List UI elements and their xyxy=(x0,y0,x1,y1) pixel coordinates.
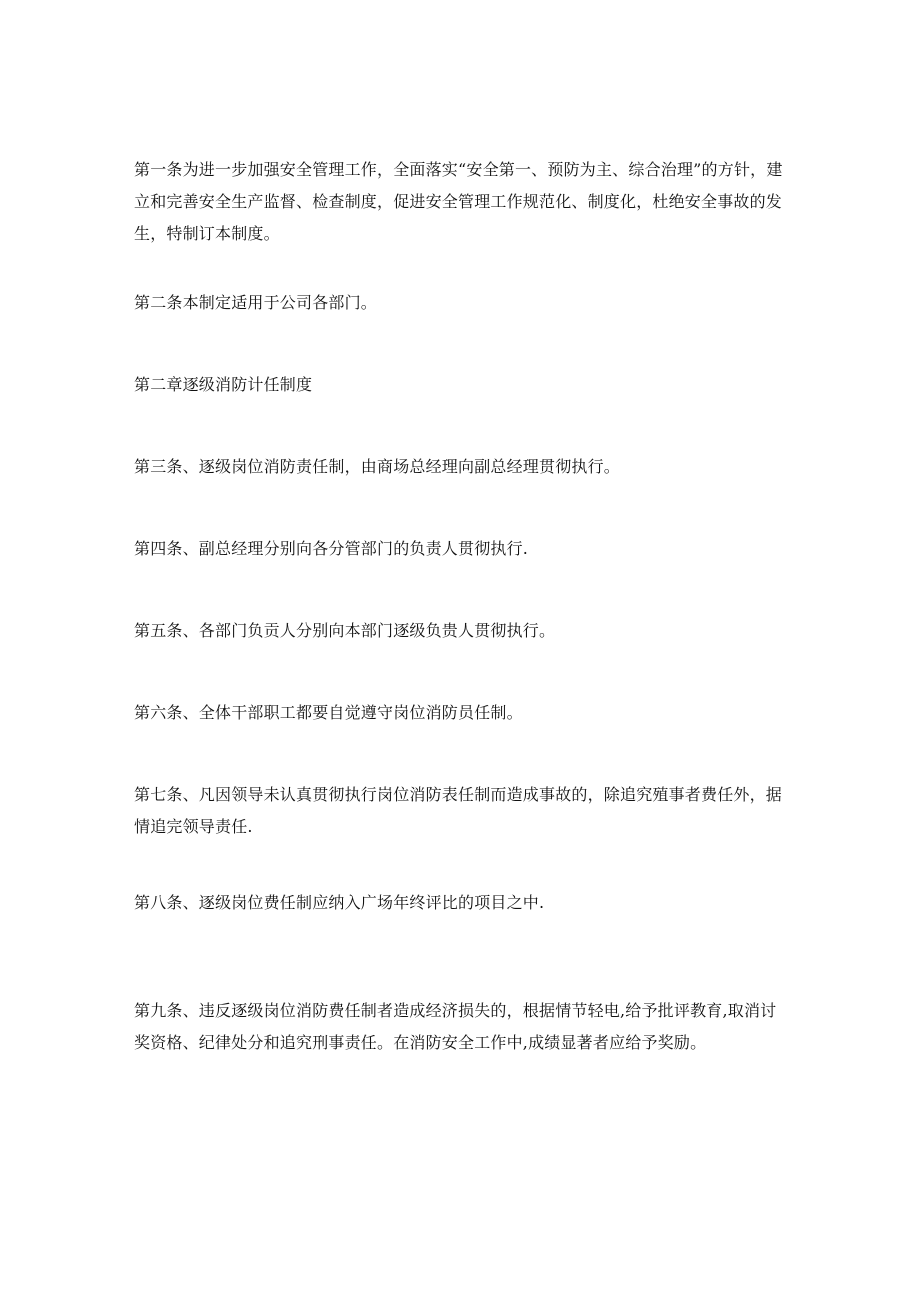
article-2-paragraph: 第二条本制定适用于公司各部门。 xyxy=(134,293,378,312)
article-4-paragraph: 第四条、副总经理分别向各分管部门的负责人贯彻执行. xyxy=(134,539,529,558)
article-6-paragraph: 第六条、全体干部职工都要自觉遵守岗位消防员任制。 xyxy=(134,703,523,722)
article-5-paragraph: 第五条、各部门负贡人分别向本部门逐级负贵人贯彻执行。 xyxy=(134,621,556,640)
article-8-paragraph: 第八条、逐级岗位费任制应纳入广场年终评比的项目之中. xyxy=(134,893,545,912)
chapter-2-heading: 第二章逐级消防计任制度 xyxy=(134,375,313,394)
article-7-paragraph: 第七条、凡因领导未认真贯彻执行岗位消防表任制而造成事故的，除追究殖事者费任外，据情追完领导责任. xyxy=(134,785,783,836)
article-3-paragraph: 第三条、逐级岗位消防责任制，由商场总经理向副总经理贯彻执行。 xyxy=(134,457,621,476)
article-9-paragraph: 第九条、违反逐级岗位消防费任制者造成经济损失的，根据情节轻电,给予批评教育,取消讨奖资格、纪律处分和追究刑事责任。在消防安全工作中,成绩显著者应给予奖励。 xyxy=(134,1001,777,1052)
article-1-paragraph: 第一条为进一步加强安全管理工作，全面落实“安全第一、预防为主、综合治理”的方针，建立和完善安全生产监督、检查制度，促进安全管理工作规范化、制度化，杜绝安全事故的发生，特制订本制度。 xyxy=(134,160,783,243)
